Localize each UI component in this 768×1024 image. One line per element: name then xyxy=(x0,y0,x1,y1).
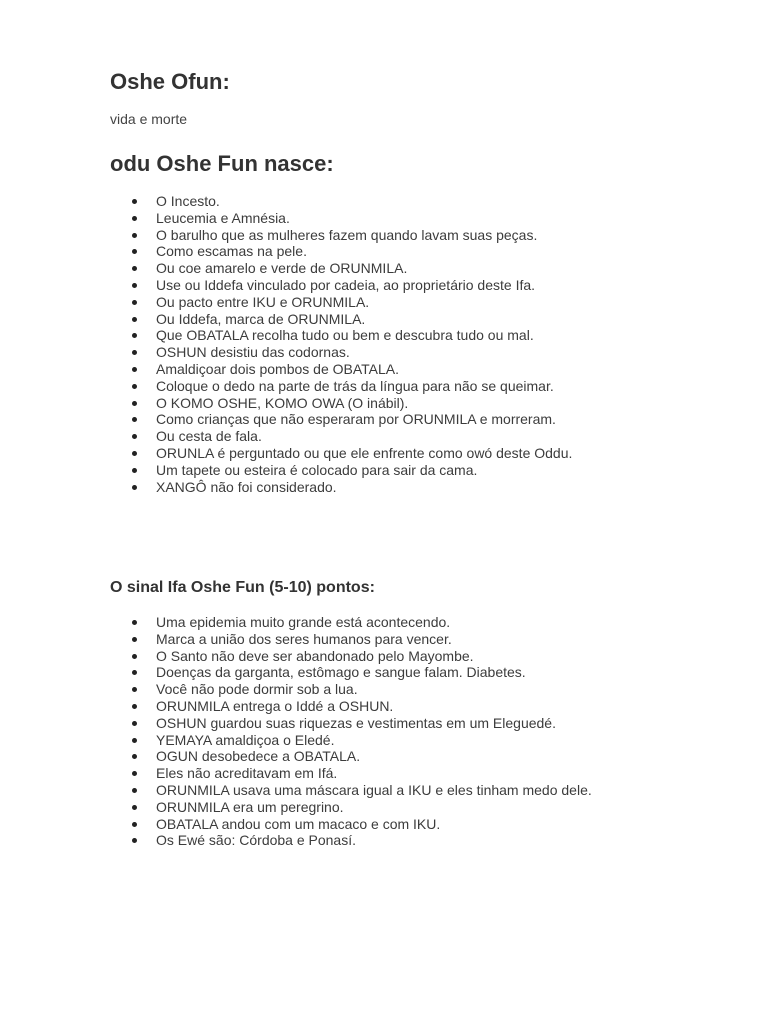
list-item-text: Que OBATALA recolha tudo ou bem e descubra tudo ou mal. xyxy=(156,327,534,344)
list-item-text: Ou pacto entre IKU e ORUNMILA. xyxy=(156,293,370,310)
bullet-icon xyxy=(132,771,137,776)
list-item xyxy=(110,294,572,311)
list-item xyxy=(110,462,572,479)
list-item-text: Amaldiçoar dois pombos de OBATALA. xyxy=(156,360,400,377)
section-heading-nasce: odu Oshe Fun nasce: xyxy=(110,151,334,176)
list-item xyxy=(110,648,592,665)
list-item xyxy=(110,816,592,833)
list-item-text: Uma epidemia muito grande está acontecendo. xyxy=(156,614,451,630)
list-item xyxy=(110,698,592,715)
bullet-icon xyxy=(132,654,137,659)
list-item xyxy=(110,361,572,378)
list-item xyxy=(110,614,592,631)
bullet-icon xyxy=(132,822,137,827)
list-item-text: OSHUN guardou suas riquezas e vestimentas em um Eleguedé. xyxy=(156,714,556,731)
list-item xyxy=(110,227,572,244)
list-item-text: Um tapete ou esteira é colocado para sair da cama. xyxy=(156,461,478,478)
list-item xyxy=(110,311,572,328)
bullet-icon xyxy=(132,687,137,692)
bullet-icon xyxy=(132,754,137,759)
list-item xyxy=(110,277,572,294)
list-item-text: Eles não acreditavam em Ifá. xyxy=(156,765,338,782)
bullet-icon xyxy=(132,670,137,675)
list-item xyxy=(110,782,592,799)
list-item-text: O Santo não deve ser abandonado pelo Mayombe. xyxy=(156,647,474,664)
bullet-icon xyxy=(132,788,137,793)
list-item-text: Ou coe amarelo e verde de ORUNMILA. xyxy=(156,260,408,277)
bullet-icon xyxy=(132,216,137,221)
list-item-text: Use ou Iddefa vinculado por cadeia, ao proprietário deste Ifa. xyxy=(156,276,536,293)
list-item-text: Leucemia e Amnésia. xyxy=(156,209,290,226)
list-item xyxy=(110,428,572,445)
bullet-icon xyxy=(132,468,137,473)
bullet-icon xyxy=(132,199,137,204)
bullet-icon xyxy=(132,637,137,642)
bullet-icon xyxy=(132,384,137,389)
list-item-text: OSHUN desistiu das codornas. xyxy=(156,344,350,361)
list-item xyxy=(110,765,592,782)
list-item-text: YEMAYA amaldiçoa o Eledé. xyxy=(156,731,335,748)
bullet-icon xyxy=(132,249,137,254)
list-item xyxy=(110,732,592,749)
list-item-text: Como crianças que não esperaram por ORUNMILA e morreram. xyxy=(156,411,556,428)
list-item xyxy=(110,748,592,765)
bullet-icon xyxy=(132,233,137,238)
document-title: Oshe Ofun: xyxy=(110,69,230,94)
bullet-icon xyxy=(132,266,137,271)
section-heading-sinal: O sinal Ifa Oshe Fun (5-10) pontos: xyxy=(110,579,375,596)
bullet-icon xyxy=(132,721,137,726)
bullet-icon xyxy=(132,805,137,810)
list-item-text: O barulho que as mulheres fazem quando lavam suas peças. xyxy=(156,226,538,243)
list-item-text: Você não pode dormir sob a lua. xyxy=(156,681,358,698)
list-item xyxy=(110,210,572,227)
list-item-text: OBATALA andou com um macaco e com IKU. xyxy=(156,815,441,832)
bullet-list-sinal xyxy=(110,614,592,849)
bullet-icon xyxy=(132,451,137,456)
bullet-list-nasce xyxy=(110,193,572,495)
bullet-icon xyxy=(132,317,137,322)
bullet-icon xyxy=(132,283,137,288)
list-item-text: O KOMO OSHE, KOMO OWA (O inábil). xyxy=(156,394,409,411)
bullet-icon xyxy=(132,485,137,490)
bullet-icon xyxy=(132,434,137,439)
bullet-icon xyxy=(132,401,137,406)
list-item xyxy=(110,631,592,648)
list-item xyxy=(110,445,572,462)
list-item xyxy=(110,681,592,698)
list-item-text: ORUNMILA entrega o Iddé a OSHUN. xyxy=(156,697,394,714)
bullet-icon xyxy=(132,738,137,743)
list-item xyxy=(110,243,572,260)
list-item xyxy=(110,799,592,816)
list-item-text: OGUN desobedece a OBATALA. xyxy=(156,748,361,765)
bullet-icon xyxy=(132,333,137,338)
list-item-text: Ou Iddefa, marca de ORUNMILA. xyxy=(156,310,366,327)
bullet-icon xyxy=(132,300,137,305)
list-item xyxy=(110,715,592,732)
list-item-text: O Incesto. xyxy=(156,193,220,209)
bullet-icon xyxy=(132,367,137,372)
list-item xyxy=(110,378,572,395)
list-item xyxy=(110,664,592,681)
list-item-text: Os Ewé são: Córdoba e Ponasí. xyxy=(156,832,356,849)
list-item-text: Doenças da garganta, estômago e sangue falam. Diabetes. xyxy=(156,664,526,681)
bullet-icon xyxy=(132,417,137,422)
list-item xyxy=(110,411,572,428)
list-item xyxy=(110,193,572,210)
list-item xyxy=(110,260,572,277)
list-item-text: Como escamas na pele. xyxy=(156,243,307,260)
bullet-icon xyxy=(132,350,137,355)
list-item xyxy=(110,395,572,412)
list-item xyxy=(110,832,592,849)
list-item-text: ORUNLA é perguntado ou que ele enfrente como owó deste Oddu. xyxy=(156,444,573,461)
bullet-icon xyxy=(132,704,137,709)
list-item xyxy=(110,479,572,496)
bullet-icon xyxy=(132,620,137,625)
list-item-text: Marca a união dos seres humanos para vencer. xyxy=(156,630,452,647)
list-item xyxy=(110,344,572,361)
list-item-text: ORUNMILA era um peregrino. xyxy=(156,798,344,815)
list-item-text: XANGÔ não foi considerado. xyxy=(156,478,337,495)
list-item-text: Coloque o dedo na parte de trás da língua para não se queimar. xyxy=(156,377,554,394)
list-item-text: ORUNMILA usava uma máscara igual a IKU e eles tinham medo dele. xyxy=(156,781,592,798)
list-item-text: Ou cesta de fala. xyxy=(156,428,262,445)
list-item xyxy=(110,327,572,344)
bullet-icon xyxy=(132,838,137,843)
document-subtitle: vida e morte xyxy=(110,111,188,127)
